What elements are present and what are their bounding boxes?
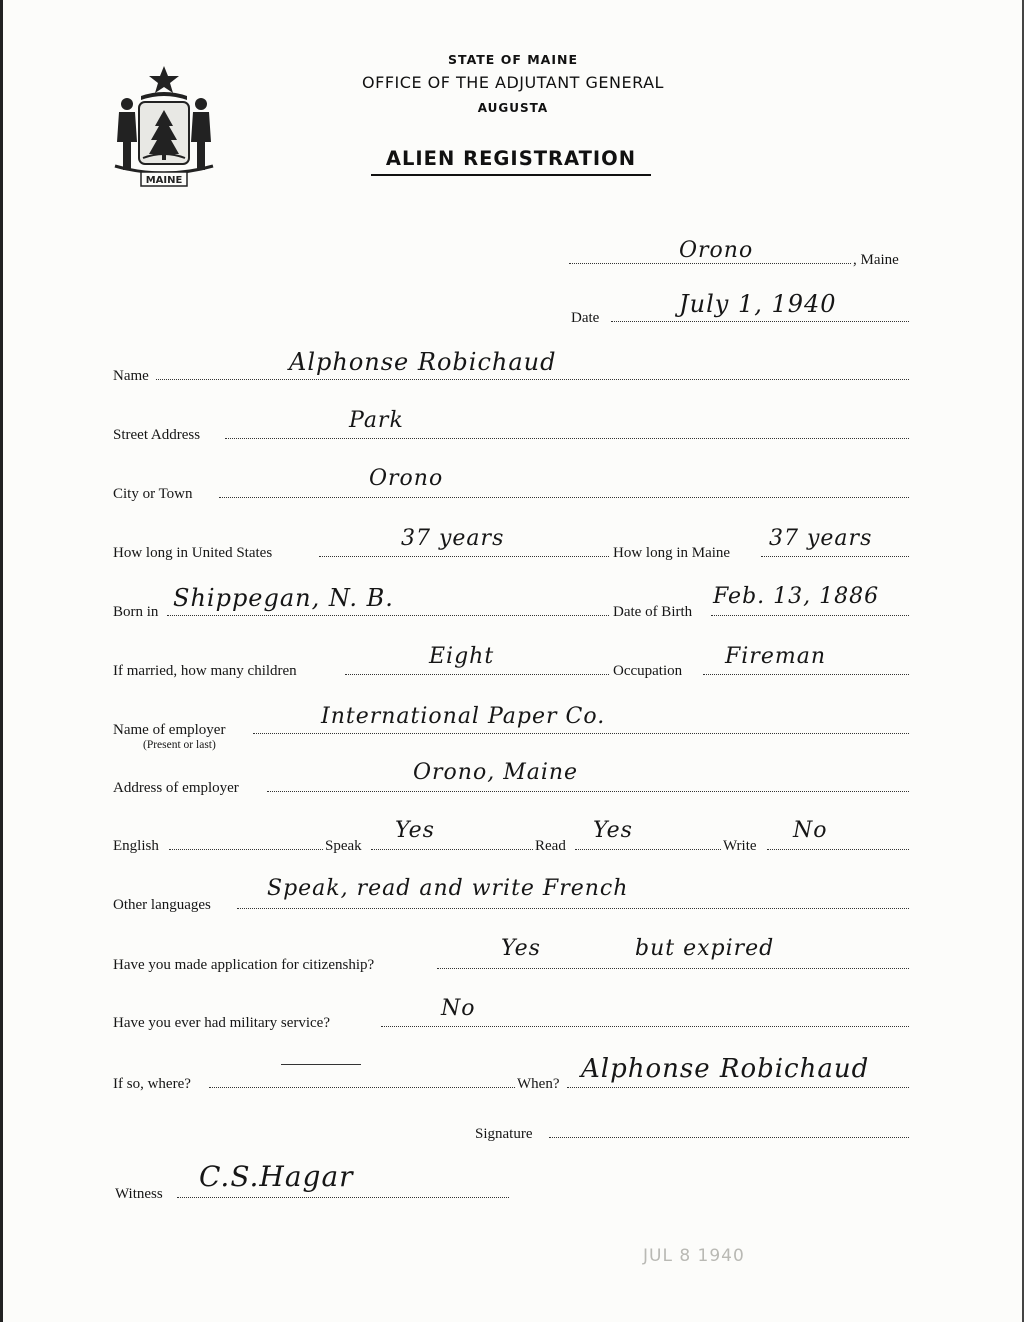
dob-line <box>711 615 909 616</box>
maine-state-seal-icon <box>111 62 217 190</box>
witness-label: Witness <box>115 1186 163 1202</box>
employer-address-line <box>267 791 909 792</box>
street-line <box>225 438 909 439</box>
signature-value: Alphonse Robichaud <box>581 1054 870 1084</box>
state-heading: STATE OF MAINE <box>448 52 578 67</box>
other-languages-label: Other languages <box>113 897 211 913</box>
date-stamp: JUL 8 1940 <box>643 1246 745 1266</box>
where-label: If so, where? <box>113 1076 191 1092</box>
other-languages-line <box>237 908 909 909</box>
born-label: Born in <box>113 604 159 620</box>
english-line <box>169 849 323 850</box>
us-label: How long in United States <box>113 545 273 561</box>
date-label: Date <box>571 310 600 326</box>
employer-address-value: Orono, Maine <box>413 760 579 785</box>
employer-sublabel: (Present or last) <box>143 739 216 751</box>
citizenship-line <box>437 968 909 969</box>
military-line <box>381 1026 909 1027</box>
born-line <box>167 615 609 616</box>
write-label: Write <box>723 838 757 854</box>
place-line <box>569 263 851 264</box>
write-value: No <box>793 818 828 843</box>
name-value: Alphonse Robichaud <box>289 348 557 376</box>
read-value: Yes <box>593 818 633 843</box>
name-label: Name <box>113 368 149 384</box>
maine-value: 37 years <box>769 526 873 551</box>
date-line <box>611 321 909 322</box>
dob-label: Date of Birth <box>613 604 693 620</box>
born-value: Shippegan, N. B. <box>173 584 394 612</box>
us-value: 37 years <box>401 526 505 551</box>
when-label: When? <box>517 1076 560 1092</box>
street-label: Street Address <box>113 427 201 443</box>
occupation-label: Occupation <box>613 663 683 679</box>
employer-label: Name of employer <box>113 722 226 738</box>
citizenship-note: but expired <box>635 936 775 961</box>
signature-label: Signature <box>475 1126 533 1142</box>
where-dash <box>281 1064 361 1065</box>
citizenship-label: Have you made application for citizenship? <box>113 957 375 973</box>
read-label: Read <box>535 838 566 854</box>
speak-label: Speak <box>325 838 362 854</box>
english-label: English <box>113 838 159 854</box>
place-suffix: , Maine <box>853 252 899 268</box>
witness-value: C.S.Hagar <box>199 1160 354 1193</box>
occupation-value: Fireman <box>725 644 826 669</box>
city-label: City or Town <box>113 486 193 502</box>
military-label: Have you ever had military service? <box>113 1015 330 1031</box>
city-value: Orono <box>369 466 444 491</box>
employer-line <box>253 733 909 734</box>
when-line <box>567 1087 909 1088</box>
us-line <box>319 556 609 557</box>
witness-line <box>177 1197 509 1198</box>
write-line <box>767 849 909 850</box>
children-line <box>345 674 609 675</box>
street-value: Park <box>349 408 404 433</box>
children-label: If married, how many children <box>113 663 297 679</box>
city-line <box>219 497 909 498</box>
maine-line <box>761 556 909 557</box>
other-languages-value: Speak, read and write French <box>267 876 629 901</box>
dob-value: Feb. 13, 1886 <box>713 584 880 609</box>
speak-value: Yes <box>395 818 435 843</box>
speak-line <box>371 849 533 850</box>
form-title: ALIEN REGISTRATION <box>371 147 651 176</box>
read-line <box>575 849 721 850</box>
children-value: Eight <box>429 644 495 669</box>
where-line <box>209 1087 515 1088</box>
name-line <box>156 379 909 380</box>
place-value: Orono <box>679 238 754 263</box>
office-heading: OFFICE OF THE ADJUTANT GENERAL <box>362 73 664 92</box>
employer-value: International Paper Co. <box>321 704 606 729</box>
occupation-line <box>703 674 909 675</box>
military-value: No <box>441 996 476 1021</box>
city-heading: AUGUSTA <box>477 101 549 115</box>
date-value: July 1, 1940 <box>679 290 837 318</box>
maine-label: How long in Maine <box>613 545 731 561</box>
seal-text: MAINE <box>145 175 183 186</box>
citizenship-value: Yes <box>501 936 541 961</box>
signature-line <box>549 1137 909 1138</box>
employer-address-label: Address of employer <box>113 780 239 796</box>
